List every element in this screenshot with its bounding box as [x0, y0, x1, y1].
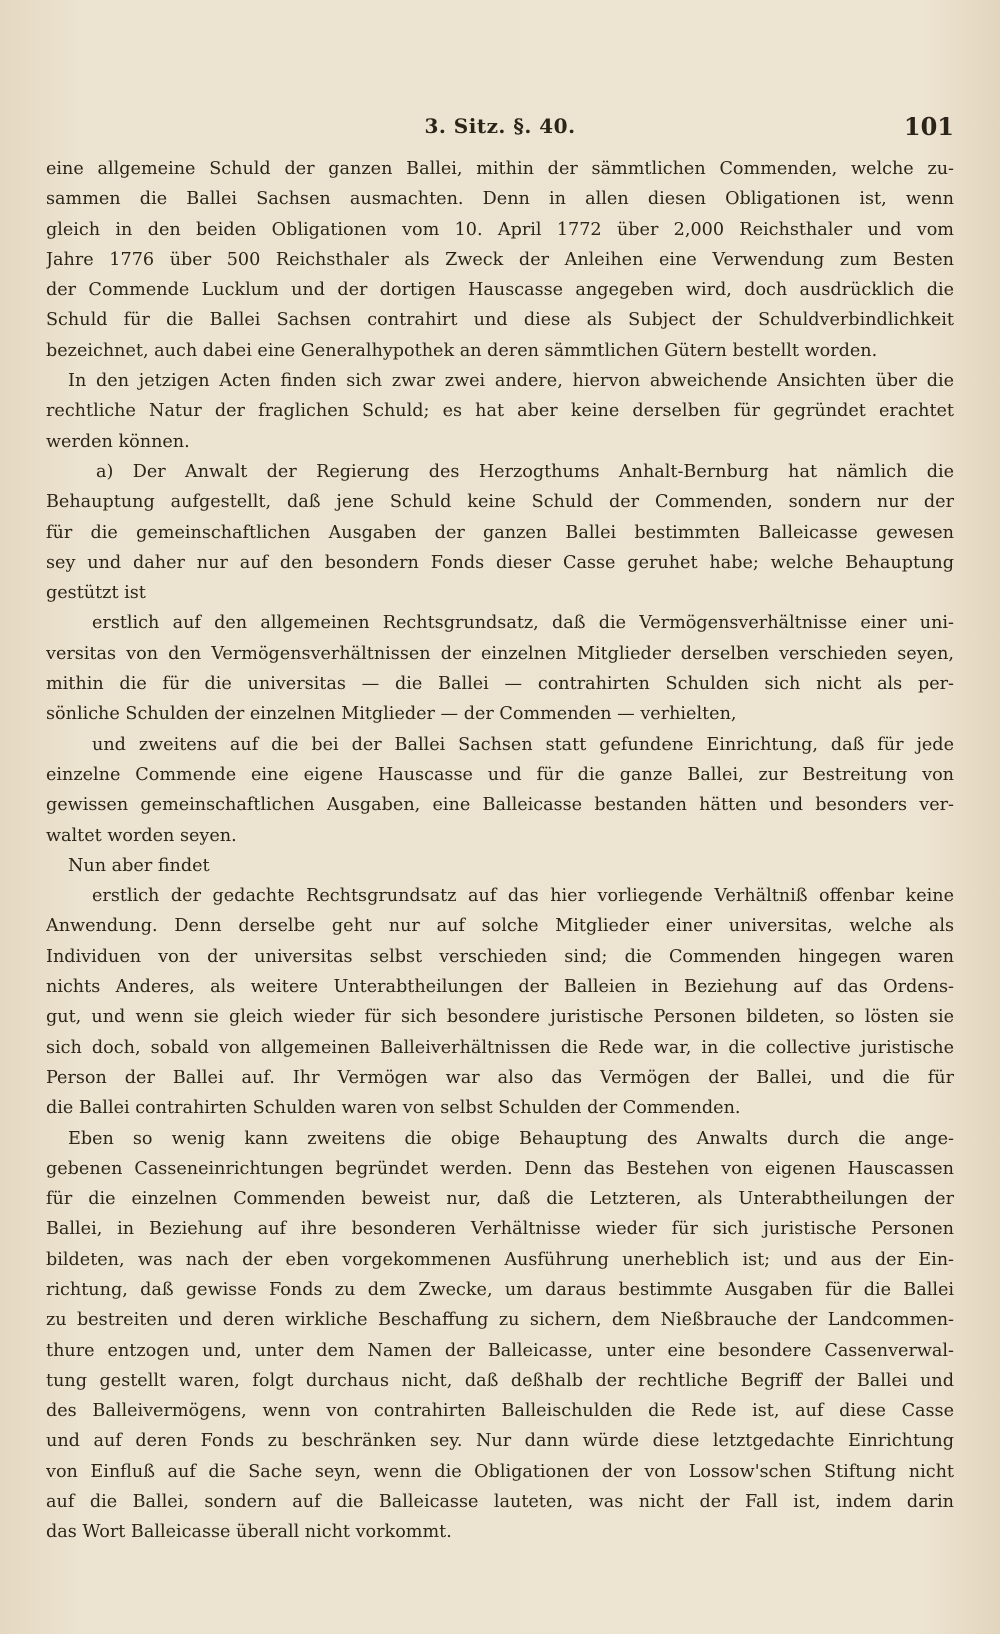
text-line: zu bestreiten und deren wirkliche Beschaffung zu sichern, dem Nießbrauche der Landcommen- — [46, 1310, 954, 1331]
text-line: In den jetzigen Acten finden sich zwar zwei andere, hiervon abweichende Ansichten über die — [68, 371, 954, 392]
page-number: 101 — [903, 112, 954, 141]
text-line: versitas von den Vermögensverhältnissen der einzelnen Mitglieder derselben verschieden seyen, — [46, 643, 954, 664]
text-line: waltet worden seyen. — [46, 825, 237, 846]
text-line: gebenen Casseneinrichtungen begründet werden. Denn das Bestehen von eigenen Hauscassen — [46, 1158, 954, 1179]
text-line: auf die Ballei, sondern auf die Balleicasse lauteten, was nicht der Fall ist, indem darin — [46, 1492, 954, 1513]
text-line: tung gestellt waren, folgt durchaus nicht, daß deßhalb der rechtliche Begriff der Ballei und — [46, 1370, 954, 1391]
text-line: nichts Anderes, als weitere Unterabtheilungen der Balleien in Beziehung auf das Ordens- — [46, 977, 954, 998]
text-line: gewissen gemeinschaftlichen Ausgaben, eine Balleicasse bestanden hätten und besonders ver- — [46, 795, 954, 816]
text-line: für die gemeinschaftlichen Ausgaben der ganzen Ballei bestimmten Balleicasse gewesen — [46, 522, 954, 543]
text-line: Jahre 1776 über 500 Reichsthaler als Zweck der Anleihen eine Verwendung zum Besten — [46, 249, 954, 270]
text-line: Ballei, in Beziehung auf ihre besonderen Verhältnisse wieder für sich juristische Personen — [46, 1219, 954, 1240]
text-line: thure entzogen und, unter dem Namen der Balleicasse, unter eine besondere Cassenverwal- — [46, 1340, 954, 1361]
text-line: bildeten, was nach der eben vorgekommenen Ausführung unerheblich ist; und aus der Ein- — [46, 1249, 954, 1270]
text-line: die Ballei contrahirten Schulden waren von selbst Schulden der Commenden. — [46, 1098, 741, 1119]
text-line: sey und daher nur auf den besondern Fonds dieser Casse geruhet habe; welche Behauptung — [46, 552, 954, 573]
text-line: Anwendung. Denn derselbe geht nur auf solche Mitglieder einer universitas, welche als — [46, 916, 954, 937]
text-line: werden können. — [46, 431, 190, 452]
text-line: richtung, daß gewisse Fonds zu dem Zwecke, um daraus bestimmte Ausgaben für die Ballei — [46, 1279, 954, 1300]
text-line: gestützt ist — [46, 583, 146, 604]
text-line: mithin die für die universitas — die Ballei — contrahirten Schulden sich nicht als per- — [46, 674, 954, 695]
text-line: gut, und wenn sie gleich wieder für sich besondere juristische Personen bildeten, so lösten sie — [46, 1007, 954, 1028]
page-header — [46, 112, 954, 148]
text-line: Nun aber findet — [68, 855, 210, 876]
text-line: sich doch, sobald von allgemeinen Balleiverhältnissen die Rede war, in die collective juristische — [46, 1037, 954, 1058]
text-line: gleich in den beiden Obligationen vom 10. April 1772 über 2,000 Reichsthaler und vom — [46, 219, 954, 240]
text-line: des Balleivermögens, wenn von contrahirten Balleischulden die Rede ist, auf diese Casse — [46, 1401, 954, 1422]
text-line: Behauptung aufgestellt, daß jene Schuld keine Schuld der Commenden, sondern nur der — [46, 492, 954, 513]
text-line: das Wort Balleicasse überall nicht vorkommt. — [46, 1522, 452, 1543]
running-head: 3. Sitz. §. 40. — [424, 114, 576, 138]
text-line: und zweitens auf die bei der Ballei Sachsen statt gefundene Einrichtung, daß für jede — [92, 734, 954, 755]
text-line: rechtliche Natur der fraglichen Schuld; es hat aber keine derselben für gegründet erachtet — [46, 401, 954, 422]
text-line: einzelne Commende eine eigene Hauscasse und für die ganze Ballei, zur Bestreitung von — [46, 764, 954, 785]
text-line: für die einzelnen Commenden beweist nur, daß die Letzteren, als Unterabtheilungen der — [46, 1189, 954, 1210]
text-line: erstlich der gedachte Rechtsgrundsatz auf das hier vorliegende Verhältniß offenbar keine — [92, 886, 954, 907]
text-line: eine allgemeine Schuld der ganzen Ballei, mithin der sämmtlichen Commenden, welche zu- — [46, 159, 954, 179]
text-line: sammen die Ballei Sachsen ausmachten. Denn in allen diesen Obligationen ist, wenn — [46, 189, 954, 210]
text-line: a) Der Anwalt der Regierung des Herzogthums Anhalt-Bernburg hat nämlich die — [96, 461, 954, 482]
body-text — [46, 154, 954, 1548]
text-line: Individuen von der universitas selbst verschieden sind; die Commenden hingegen waren — [46, 946, 954, 967]
text-line: sönliche Schulden der einzelnen Mitglieder — der Commenden — verhielten, — [46, 704, 737, 725]
text-line: Schuld für die Ballei Sachsen contrahirt und diese als Subject der Schuldverbindlichkeit — [46, 310, 954, 331]
text-line: bezeichnet, auch dabei eine Generalhypothek an deren sämmtlichen Gütern bestellt worden. — [46, 340, 878, 361]
text-line: erstlich auf den allgemeinen Rechtsgrundsatz, daß die Vermögensverhältnisse einer uni- — [92, 613, 954, 634]
text-line: und auf deren Fonds zu beschränken sey. Nur dann würde diese letztgedachte Einrichtung — [46, 1431, 954, 1452]
text-line: der Commende Lucklum und der dortigen Hauscasse angegeben wird, doch ausdrücklich die — [46, 280, 954, 301]
text-line: von Einfluß auf die Sache seyn, wenn die Obligationen der von Lossow'schen Stiftung nicht — [46, 1461, 954, 1482]
text-line: Eben so wenig kann zweitens die obige Behauptung des Anwalts durch die ange- — [68, 1128, 954, 1149]
text-line: Person der Ballei auf. Ihr Vermögen war also das Vermögen der Ballei, und die für — [46, 1067, 954, 1088]
